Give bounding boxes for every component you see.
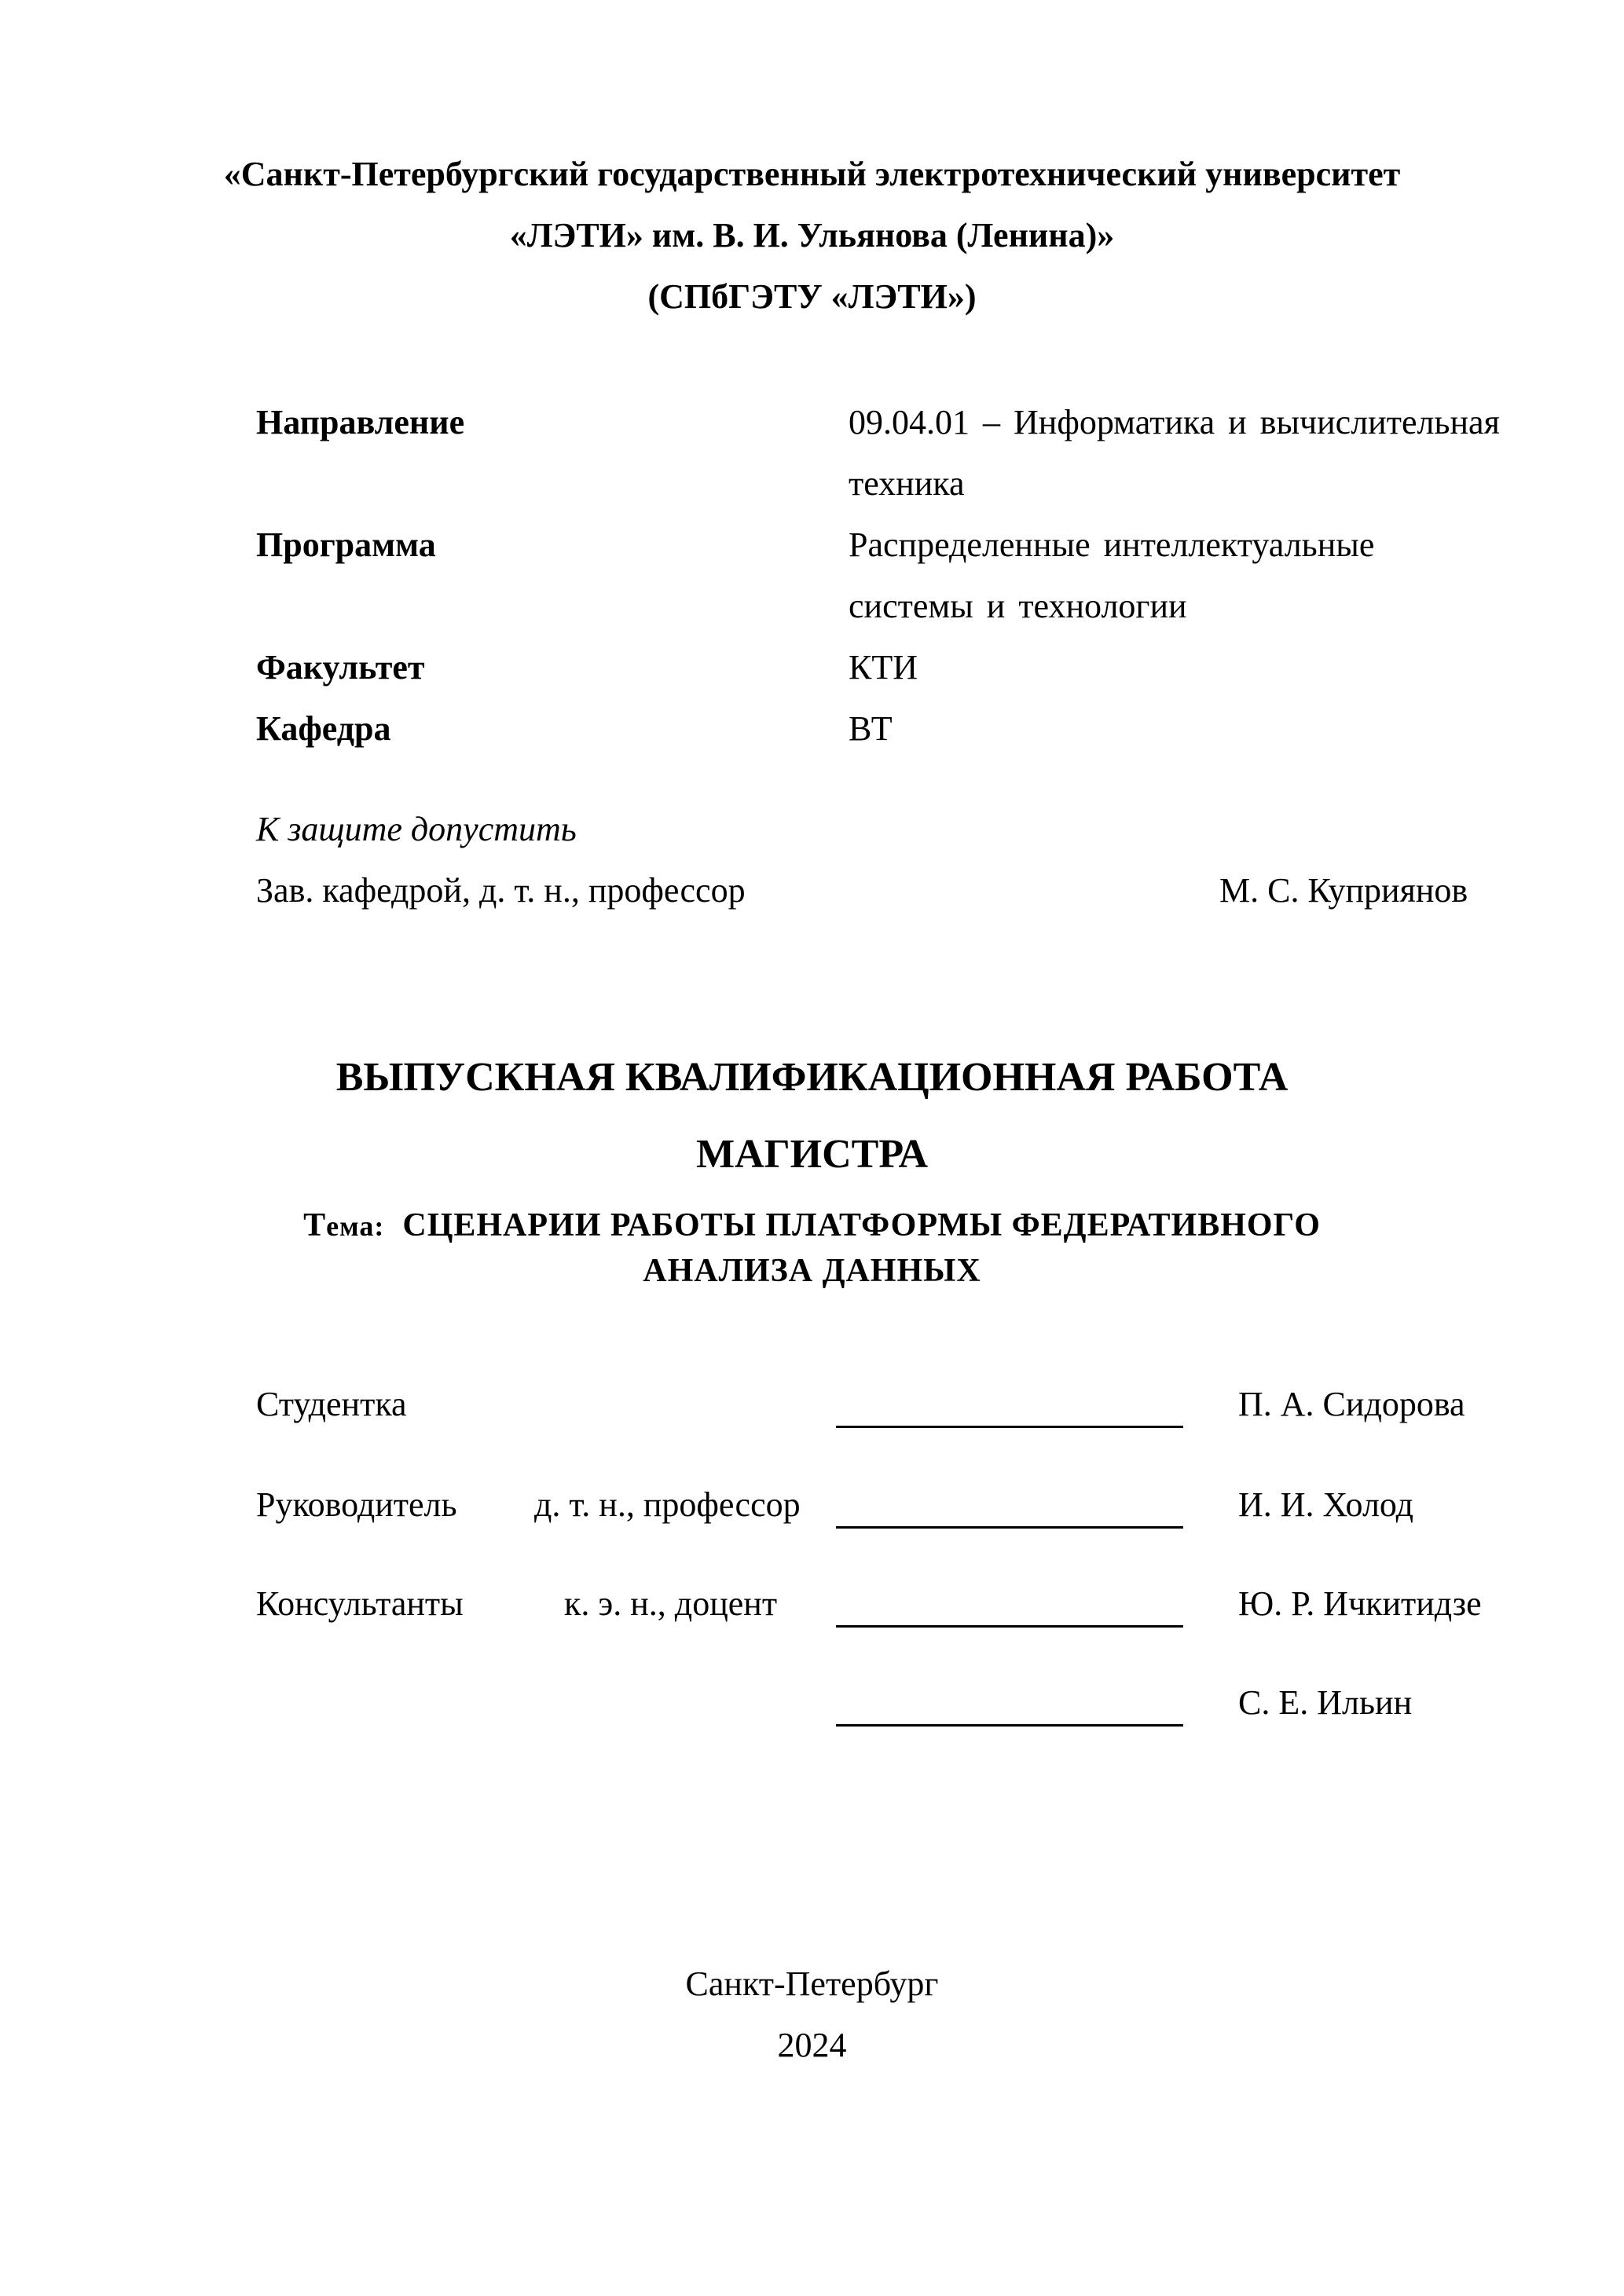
- work-title-line1: ВЫПУСКНАЯ КВАЛИФИКАЦИОННАЯ РАБОТА: [335, 1055, 1289, 1100]
- approval-note: К защите допустить: [256, 810, 577, 848]
- consultant2-name: С. Е. Ильин: [1238, 1683, 1413, 1722]
- footer-city: Санкт-Петербург: [685, 1965, 939, 2003]
- consultants-role: Консультанты: [256, 1584, 464, 1623]
- topic-prefix-rest: ема:: [326, 1210, 385, 1242]
- direction-label: Направление: [256, 403, 465, 441]
- approval-name: М. С. Куприянов: [1219, 871, 1468, 910]
- department-value: ВТ: [849, 709, 893, 748]
- student-name: П. А. Сидорова: [1238, 1385, 1465, 1423]
- consultant1-signature-line: [836, 1625, 1183, 1628]
- program-value-line2: системы и технологии: [849, 587, 1187, 625]
- direction-value-line2: техника: [849, 464, 965, 503]
- university-abbreviation: (СПбГЭТУ «ЛЭТИ»): [647, 277, 977, 316]
- university-name-line2: «ЛЭТИ» им. В. И. Ульянова (Ленина)»: [509, 216, 1115, 255]
- supervisor-degree: д. т. н., профессор: [534, 1485, 801, 1524]
- university-name-line1: «Санкт-Петербургский государственный электротехнический университет: [223, 155, 1401, 193]
- topic-text-line1: СЦЕНАРИИ РАБОТЫ ПЛАТФОРМЫ ФЕДЕРАТИВНОГО: [402, 1207, 1321, 1243]
- supervisor-signature-line: [836, 1526, 1183, 1529]
- work-title-line2: МАГИСТРА: [695, 1132, 929, 1177]
- consultant2-signature-line: [836, 1724, 1183, 1727]
- consultant1-degree: к. э. н., доцент: [564, 1584, 778, 1623]
- program-label: Программа: [256, 525, 436, 564]
- program-value-line1: Распределенные интеллектуальные: [849, 525, 1375, 564]
- topic-line1: [0, 1207, 1624, 1244]
- topic-text-line2: АНАЛИЗА ДАННЫХ: [643, 1253, 981, 1289]
- approval-position: Зав. кафедрой, д. т. н., профессор: [256, 871, 746, 910]
- student-role: Студентка: [256, 1385, 407, 1423]
- topic-prefix-initial: Т: [303, 1207, 327, 1243]
- direction-value-line1: 09.04.01 – Информатика и вычислительная: [849, 403, 1500, 441]
- footer-year: 2024: [777, 2026, 847, 2064]
- faculty-label: Факультет: [256, 648, 425, 687]
- faculty-value: КТИ: [849, 648, 918, 687]
- supervisor-role: Руководитель: [256, 1485, 457, 1524]
- student-signature-line: [836, 1426, 1183, 1428]
- department-label: Кафедра: [256, 709, 391, 748]
- supervisor-name: И. И. Холод: [1238, 1485, 1414, 1524]
- consultant1-name: Ю. Р. Ичкитидзе: [1238, 1584, 1482, 1623]
